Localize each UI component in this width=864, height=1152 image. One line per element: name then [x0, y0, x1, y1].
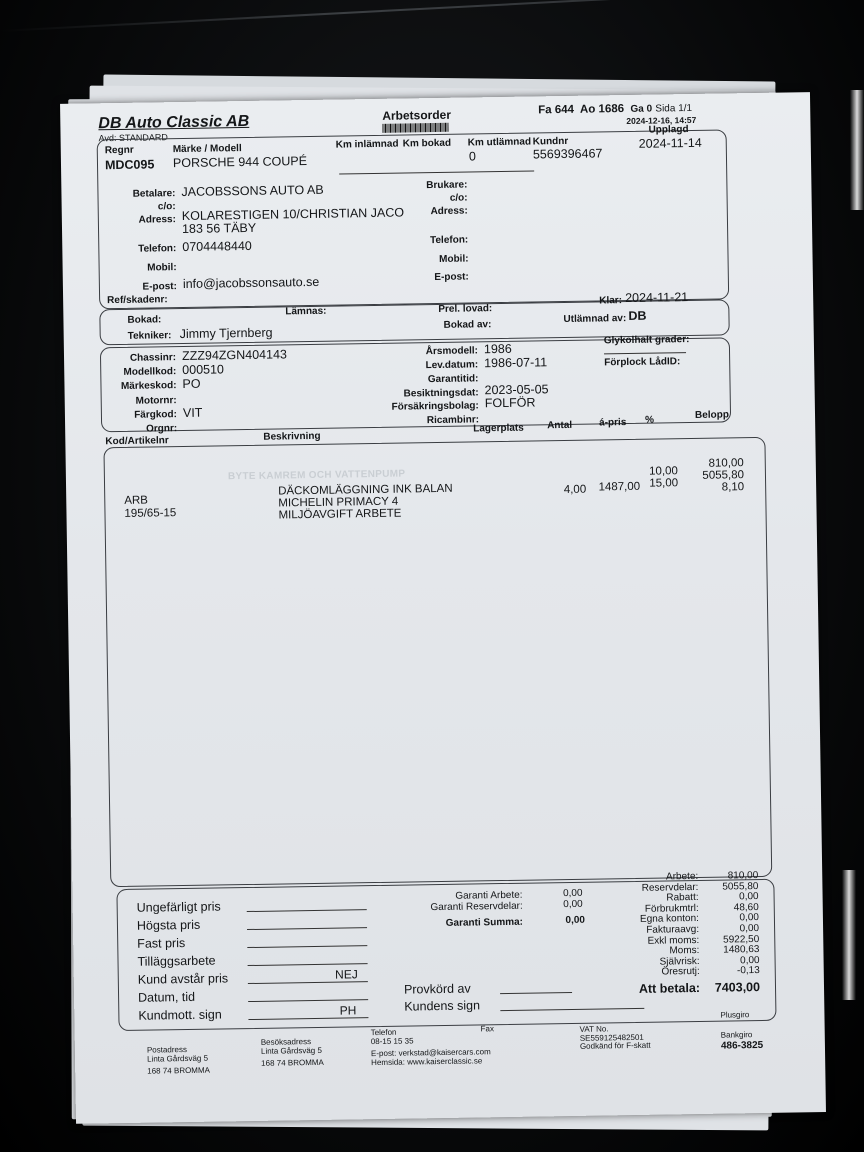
price-option-row: [138, 1003, 368, 1025]
year-value: 1986: [483, 341, 512, 357]
total-label: Reservdelar:: [641, 881, 699, 894]
col-qty: Antal: [547, 419, 573, 432]
page-number: Sida 1/1: [655, 102, 693, 115]
user-label: Brukare:: [426, 179, 468, 192]
document-title: Arbetsorder: [382, 107, 452, 123]
footer-visit: [261, 1038, 324, 1068]
phone-label: Telefon: [370, 1027, 397, 1038]
price-options-list: [137, 895, 369, 1025]
booked-label: Bokad:: [127, 314, 162, 326]
price-option-value: [248, 963, 368, 966]
total-value: 0,00: [739, 922, 760, 935]
model-label: Märke / Modell: [172, 143, 242, 156]
total-value: 0,00: [739, 891, 759, 903]
payer-phone-label: Telefon:: [138, 243, 177, 255]
year-label: Årsmodell:: [425, 345, 479, 358]
total-label: Öresrutj:: [661, 966, 700, 978]
price-option-value: PH: [248, 1003, 368, 1020]
price-option-value: [248, 999, 368, 1002]
totals-list: [612, 871, 774, 997]
created-value: 2024-11-14: [638, 135, 702, 151]
vat-label: VAT No.: [579, 1024, 609, 1034]
payer-phone-value: 0704448440: [182, 238, 252, 254]
footer-contact: [371, 1027, 491, 1067]
model-value: PORSCHE 944 COUPÉ: [172, 154, 308, 171]
payer-address-label: Adress:: [138, 214, 176, 226]
model-code-value: 000510: [182, 362, 225, 378]
price-option-value: [247, 945, 367, 948]
item-row-1-code: ARB: [124, 494, 149, 507]
item-row-2-amount: 5055,80: [702, 469, 745, 482]
promised-label: Prel. lovad:: [438, 303, 493, 315]
inspection-value: 2023-05-05: [484, 382, 549, 398]
total-value: 5055,80: [722, 880, 759, 893]
item-row-1-amount: 810,00: [708, 457, 744, 470]
document-references: [538, 102, 692, 116]
orgnr-label: Orgnr:: [145, 423, 178, 435]
delivered-by-label: Utlämnad av:: [563, 313, 627, 326]
km-out-label: Km utlämnad: [467, 136, 532, 149]
postal-label: Postadress: [146, 1045, 188, 1055]
totals-row: [614, 966, 774, 979]
price-option-label: Högsta pris: [136, 917, 201, 933]
payer-mobile-label: Mobil:: [147, 262, 177, 274]
surface-reflection: [842, 870, 856, 1000]
price-option-label: Datum, tid: [137, 989, 196, 1005]
item-row-2-discount: 15,00: [649, 477, 679, 490]
insurer-label: Försäkringsbolag:: [391, 400, 479, 413]
vat-value: SE559125482501: [579, 1032, 644, 1043]
ftax-text: Godkänd för F-skatt: [579, 1040, 651, 1051]
payer-address-line1: KOLARESTIGEN 10/CHRISTIAN JACO: [181, 205, 405, 223]
phone-value: 08-15 15 35: [370, 1035, 414, 1046]
visit-line1: Linta Gårdsväg 5: [260, 1045, 322, 1056]
fax-label: Fax: [480, 1024, 495, 1034]
warranty-parts-label: Garanti Reservdelar:: [430, 900, 523, 914]
total-label: Arbete:: [665, 870, 699, 883]
price-option-label: Kundmott. sign: [138, 1007, 222, 1023]
delivered-by-value: DB: [628, 308, 647, 323]
customer-sign-label: Kundens sign: [404, 998, 481, 1014]
warranty-period-label: Garantitid:: [427, 373, 479, 386]
delivery-label: Lev.datum:: [425, 359, 479, 372]
user-co-label: c/o:: [449, 192, 468, 204]
item-row-2-code: 195/65-15: [124, 507, 177, 520]
item-row-1-discount: 10,00: [649, 465, 678, 478]
price-option-value: [247, 927, 367, 930]
price-option-label: Kund avstår pris: [137, 971, 229, 987]
footer-postal: [147, 1046, 210, 1076]
amount-due-row: [614, 979, 774, 998]
color-value: VIT: [182, 405, 203, 420]
payer-address-line2: 183 56 TÄBY: [181, 220, 257, 236]
chassis-value: ZZZ94ZGN404143: [181, 347, 288, 364]
item-row-2-qty: 4,00: [563, 483, 587, 497]
price-option-value: NEJ: [248, 967, 368, 984]
warranty-labor-label: Garanti Arbete:: [455, 889, 523, 902]
plusgiro-label: Plusgiro: [720, 1010, 750, 1020]
company-name: DB Auto Classic AB: [98, 112, 250, 133]
col-code: Kod/Artikelnr: [105, 435, 169, 448]
warranty-sum-value: 0,00: [565, 914, 586, 927]
ready-label: Klar:: [599, 295, 623, 307]
total-label: Rabatt:: [666, 892, 699, 904]
km-out-value: 0: [468, 149, 476, 164]
payer-value: JACOBSSONS AUTO AB: [181, 182, 324, 199]
item-row-2-description: MICHELIN PRIMACY 4: [278, 495, 399, 510]
glycol-label: Glykolhalt grader:: [603, 334, 690, 347]
warranty-parts-value: 0,00: [563, 898, 583, 911]
warranty-labor-value: 0,00: [562, 887, 583, 900]
model-code-label: Modellkod:: [123, 366, 177, 378]
ricambi-label: Ricambinr:: [426, 414, 480, 427]
price-option-value: [247, 909, 367, 912]
user-mobile-label: Mobil:: [439, 253, 469, 265]
barcode-icon: [382, 123, 448, 133]
item-row-2-unit-price: 1487,00: [598, 480, 641, 494]
engine-label: Motornr:: [135, 395, 177, 407]
chassis-label: Chassinr:: [129, 352, 177, 364]
km-in-label: Km inlämnad: [335, 138, 399, 151]
surface-reflection: [850, 90, 864, 210]
postal-line2: 168 74 BROMMA: [147, 1065, 211, 1076]
technician-value: Jimmy Tjernberg: [179, 325, 273, 342]
price-option-label: Ungefärligt pris: [136, 899, 221, 915]
brand-code-value: PO: [182, 376, 201, 392]
leave-label: Lämnas:: [285, 305, 327, 318]
pick-label: Förplock LådID:: [604, 356, 681, 369]
regnr-value: MDC095: [104, 157, 155, 173]
delivery-value: 1986-07-11: [484, 355, 548, 371]
invoice-ref: Fa 644: [538, 103, 575, 117]
total-value: 0,00: [740, 954, 760, 967]
customer-no-label: Kundnr: [532, 135, 569, 148]
visit-line2: 168 74 BROMMA: [261, 1057, 324, 1068]
total-value: 810,00: [727, 870, 759, 882]
booked-by-label: Bokad av:: [443, 319, 492, 331]
color-label: Färgkod:: [134, 409, 178, 421]
faint-show-through-text: BYTE KAMREM OCH VATTENPUMP: [227, 468, 406, 483]
work-order-document: [60, 92, 826, 1124]
total-label: Förbrukmtrl:: [644, 902, 699, 915]
items-table-body: [103, 437, 772, 887]
total-label: Fakturaavg:: [646, 923, 700, 936]
ready-value: 2024-11-21: [625, 290, 689, 306]
user-address-label: Adress:: [430, 205, 468, 218]
total-value: 5922,50: [723, 933, 760, 946]
payer-co-label: c/o:: [157, 201, 176, 213]
technician-label: Tekniker:: [127, 330, 172, 342]
total-value: 48,60: [733, 901, 759, 914]
brand-code-label: Märkeskod:: [120, 380, 177, 392]
amount-due-value: 7403,00: [714, 979, 761, 995]
col-discount: %: [645, 414, 655, 426]
total-label: Exkl moms:: [647, 934, 700, 947]
warranty-sum-label: Garanti Summa:: [445, 916, 524, 929]
price-option-label: Tilläggsarbete: [137, 953, 216, 969]
department: Avd: STANDARD: [98, 132, 168, 144]
insurer-value: FOLFÖR: [484, 395, 536, 411]
total-value: 0,00: [739, 912, 760, 924]
col-location: Lagerplats: [473, 422, 524, 435]
user-phone-label: Telefon:: [429, 234, 469, 247]
item-row-3-description: MILJÖAVGIFT ARBETE: [278, 507, 402, 522]
order-ref: Ao 1686: [579, 103, 625, 116]
total-label: Moms:: [669, 945, 700, 957]
payer-label: Betalare:: [132, 188, 176, 200]
ref-label: Ref/skadenr:: [107, 294, 168, 307]
surface-glare: [0, 0, 863, 32]
website-value: Hemsida: www.kaiserclassic.se: [371, 1055, 483, 1067]
footer-bankgiro: [721, 1031, 764, 1051]
customer-no-value: 5569396467: [532, 146, 603, 162]
ga-ref: Ga 0: [630, 103, 653, 115]
total-value: -0,13: [736, 965, 760, 977]
payer-email-label: E-post:: [142, 281, 178, 293]
total-label: Egna konton:: [639, 913, 700, 926]
payer-email-value: info@jacobssonsauto.se: [182, 274, 320, 291]
email-value: E-post: verkstad@kaisercars.com: [370, 1047, 491, 1059]
total-value: 1480,63: [723, 944, 760, 956]
footer-vat: [580, 1025, 651, 1052]
item-row-3-amount: 8,10: [721, 481, 745, 494]
price-option-label: Fast pris: [137, 936, 186, 951]
km-booked-label: Km bokad: [402, 137, 452, 150]
print-timestamp: 2024-12-16, 14:57: [626, 114, 697, 126]
item-row-1-description: DÄCKOMLÄGGNING INK BALAN: [278, 482, 453, 498]
total-label: Självrisk:: [659, 955, 700, 968]
postal-line1: Linta Gårdsväg 5: [146, 1053, 209, 1064]
col-description: Beskrivning: [263, 430, 321, 443]
user-email-label: E-post:: [434, 271, 469, 284]
test-driven-label: Provkörd av: [403, 981, 471, 997]
bankgiro-value: 486-3825: [720, 1039, 764, 1052]
col-amount: Belopp: [694, 409, 729, 421]
regnr-label: Regnr: [104, 144, 134, 157]
created-label: Upplagd: [648, 124, 689, 136]
amount-due-label: Att betala:: [638, 980, 701, 996]
col-unit-price: á-pris: [599, 417, 627, 429]
visit-label: Besöksadress: [260, 1037, 312, 1047]
inspection-label: Besiktningsdat:: [403, 387, 479, 400]
bankgiro-label: Bankgiro: [720, 1030, 753, 1040]
